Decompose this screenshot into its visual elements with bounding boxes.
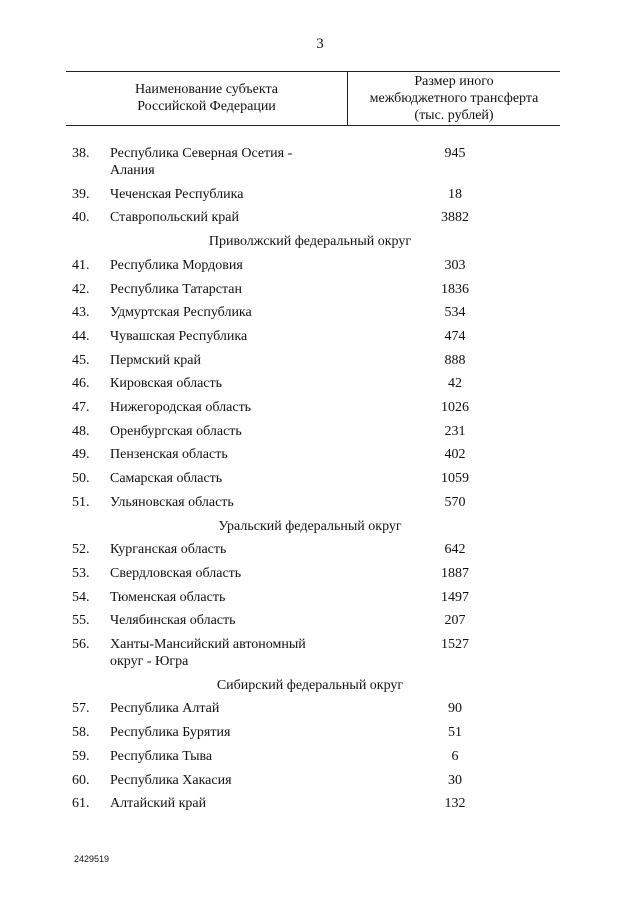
transfer-amount: 207 bbox=[444, 613, 466, 629]
row-number: 47. bbox=[72, 400, 90, 415]
subject-name-line: Самарская область bbox=[110, 471, 223, 487]
row-number: 45. bbox=[72, 352, 90, 368]
subject-name bbox=[110, 352, 350, 369]
row-number: 60. bbox=[72, 772, 90, 788]
transfer-amount: 1527 bbox=[441, 637, 469, 652]
row-number: 42. bbox=[72, 281, 90, 297]
row-number: 41. bbox=[72, 257, 90, 273]
subject-name-line: Курганская область bbox=[110, 542, 227, 558]
subject-name-line: Республика Хакасия bbox=[110, 772, 232, 788]
subject-name bbox=[110, 209, 350, 226]
row-number: 48. bbox=[72, 423, 90, 439]
subject-name bbox=[110, 748, 350, 765]
row-number: 56. bbox=[72, 637, 90, 652]
transfer-amount: 474 bbox=[444, 328, 466, 344]
transfer-amount: 402 bbox=[444, 447, 466, 463]
subject-name bbox=[110, 494, 350, 511]
row-number: 39. bbox=[72, 186, 90, 202]
transfer-amount: 1026 bbox=[441, 400, 469, 415]
row-number: 54. bbox=[72, 589, 90, 605]
transfer-amount: 231 bbox=[444, 423, 466, 439]
header-transfer-column bbox=[348, 73, 560, 124]
transfer-amount: 570 bbox=[444, 494, 466, 510]
row-number: 38. bbox=[72, 146, 90, 161]
transfer-amount: 51 bbox=[448, 725, 462, 741]
subject-name-line: Республика Алтай bbox=[110, 701, 220, 717]
subject-name-line: Республика Северная Осетия - bbox=[110, 146, 293, 161]
subject-name-line: Удмуртская Республика bbox=[110, 305, 252, 321]
subject-name bbox=[110, 612, 350, 629]
subject-name bbox=[110, 772, 350, 789]
row-number: 61. bbox=[72, 796, 90, 812]
row-number: 43. bbox=[72, 305, 90, 321]
transfer-amount: 642 bbox=[444, 542, 466, 558]
subject-name-line: Чеченская Республика bbox=[110, 186, 244, 202]
transfer-amount: 945 bbox=[444, 146, 466, 161]
subject-name-line: Кировская область bbox=[110, 376, 223, 392]
subject-name-line: Республика Татарстан bbox=[110, 281, 243, 297]
transfer-amount: 303 bbox=[444, 257, 466, 273]
transfer-amount: 18 bbox=[448, 186, 462, 202]
subject-name-line: Тюменская область bbox=[110, 589, 226, 605]
subject-name-line: Республика Бурятия bbox=[110, 725, 231, 741]
subject-name bbox=[110, 795, 350, 812]
transfer-amount: 3882 bbox=[441, 210, 469, 226]
subject-name bbox=[110, 470, 350, 487]
subject-name bbox=[110, 328, 350, 345]
subject-name-line: округ - Югра bbox=[110, 654, 189, 669]
subject-name bbox=[110, 304, 350, 321]
header-subject-column bbox=[66, 81, 347, 115]
header-transfer-line-2: межбюджетного трансферта bbox=[369, 91, 539, 106]
document-code: 2429519 bbox=[74, 854, 110, 864]
subject-name bbox=[110, 257, 350, 274]
subject-name-line: Ставропольский край bbox=[110, 210, 239, 226]
transfer-amount: 42 bbox=[448, 376, 462, 392]
transfer-amount: 132 bbox=[444, 796, 466, 812]
subject-name-line: Республика Мордовия bbox=[110, 257, 243, 273]
row-number: 44. bbox=[72, 328, 90, 344]
subject-name-line: Нижегородская область bbox=[110, 400, 252, 415]
subject-name-line: Алания bbox=[110, 163, 155, 178]
subject-name bbox=[110, 541, 350, 558]
row-number: 50. bbox=[72, 471, 90, 487]
subject-name-line: Челябинская область bbox=[110, 613, 236, 629]
subject-name bbox=[110, 281, 350, 298]
row-number: 46. bbox=[72, 376, 90, 392]
transfer-amount: 534 bbox=[444, 305, 466, 321]
district-heading: Уральский федеральный округ bbox=[218, 518, 402, 534]
row-number: 55. bbox=[72, 613, 90, 629]
subject-name-line: Ханты-Мансийский автономный bbox=[110, 637, 306, 652]
transfer-amount: 6 bbox=[451, 748, 459, 764]
subject-name-line: Ульяновская область bbox=[110, 494, 234, 510]
subject-name-line: Пензенская область bbox=[110, 447, 228, 463]
subject-name-line: Республика Тыва bbox=[110, 748, 213, 764]
row-number: 49. bbox=[72, 447, 90, 463]
transfer-amount: 888 bbox=[444, 352, 466, 368]
transfer-amount: 1497 bbox=[441, 589, 469, 605]
subject-name bbox=[110, 636, 350, 670]
row-number: 57. bbox=[72, 701, 90, 717]
district-heading: Приволжский федеральный округ bbox=[208, 234, 412, 250]
subject-name-line: Алтайский край bbox=[110, 796, 207, 812]
transfer-amount: 30 bbox=[448, 772, 462, 788]
header-transfer-line-1: Размер иного bbox=[414, 74, 494, 89]
row-number: 58. bbox=[72, 725, 90, 741]
subject-name bbox=[110, 186, 350, 203]
subject-name-line: Оренбургская область bbox=[110, 423, 242, 439]
header-transfer-line-3: (тыс. рублей) bbox=[414, 108, 494, 123]
subject-name-line: Чувашская Республика bbox=[110, 328, 248, 344]
header-subject-line-2: Российской Федерации bbox=[137, 99, 276, 114]
row-number: 51. bbox=[72, 494, 90, 510]
subject-name bbox=[110, 724, 350, 741]
transfer-amount: 1836 bbox=[441, 281, 469, 297]
subject-name bbox=[110, 375, 350, 392]
subject-name bbox=[110, 399, 350, 416]
transfer-amount: 90 bbox=[448, 701, 462, 717]
header-subject-line-1: Наименование субъекта bbox=[135, 82, 278, 97]
table-header bbox=[66, 71, 560, 126]
row-number: 53. bbox=[72, 565, 90, 581]
subject-name bbox=[110, 145, 350, 179]
subject-name bbox=[110, 565, 350, 582]
subject-name bbox=[110, 700, 350, 717]
row-number: 40. bbox=[72, 210, 90, 226]
subject-name bbox=[110, 446, 350, 463]
subject-name-line: Свердловская область bbox=[110, 565, 242, 581]
transfer-amount: 1059 bbox=[441, 471, 469, 487]
page-number: 3 bbox=[316, 36, 324, 52]
district-heading: Сибирский федеральный округ bbox=[216, 677, 404, 693]
subject-name bbox=[110, 589, 350, 606]
subject-name-line: Пермский край bbox=[110, 352, 201, 368]
transfer-amount: 1887 bbox=[441, 565, 469, 581]
subject-name bbox=[110, 423, 350, 440]
row-number: 52. bbox=[72, 542, 90, 558]
row-number: 59. bbox=[72, 748, 90, 764]
